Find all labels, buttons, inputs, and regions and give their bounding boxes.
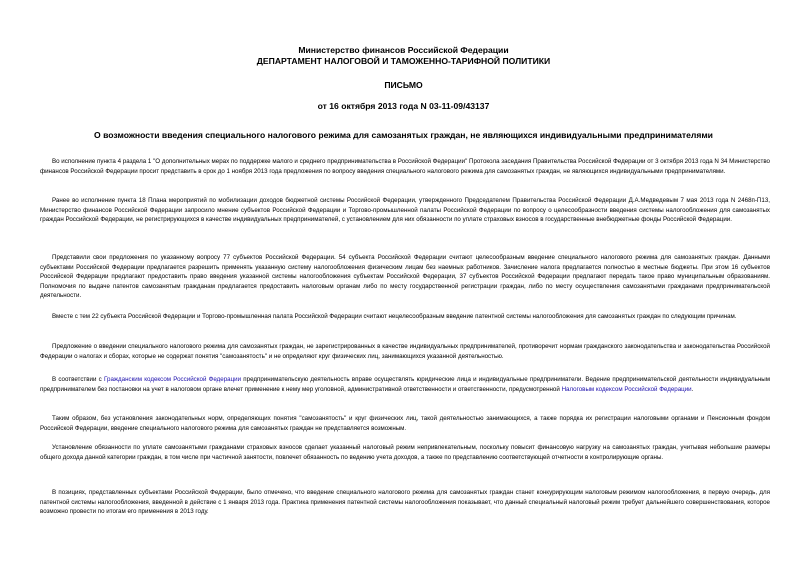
- paragraph-6-text-middle: предпринимательскую деятельность вправе осуществлять юридические лица и индивидуальные предприниматели. Ведение предпринимательской деятельности индивидуальным предпринимателем без постановки на учет в налоговом органе влечет применение к нему мер уголовной, административной ответственности и ответственности, предусмотренной: [40, 376, 771, 393]
- paragraph-1: Во исполнение пункта 4 раздела 1 "О дополнительных мерах по поддержке малого и среднего предпринимательства в Российской Федерации" Протокола заседания Правительства Российской Федерации от 3 октября 2013 года N 34 Министерство финансов Российской Федерации просит представить в срок до 1 ноября 2013 года предложения по вопросу введения специального налогового режима для самозанятых граждан, не являющихся индивидуальными предпринимателями.: [40, 158, 770, 175]
- paragraph-6-text-start: В соответствии с: [52, 376, 105, 383]
- paragraph-6: [40, 375, 770, 394]
- paragraph-8: Установление обязанности по уплате самозанятыми гражданами страховых взносов сделает указанный налоговый режим непривлекательным, поскольку повысит финансовую нагрузку на самозанятых граждан, учитывая небольшие размеры общего дохода данной категории граждан, в том числе при частичной занятости, повлечет обязанность по ведению учета доходов, а также по представлению соответствующей отчетности в контролирующие органы.: [40, 444, 770, 461]
- department-heading: ДЕПАРТАМЕНТ НАЛОГОВОЙ И ТАМОЖЕННО-ТАРИФНОЙ ПОЛИТИКИ: [256, 56, 551, 66]
- document-date-number: от 16 октября 2013 года N 03-11-09/43137: [317, 101, 490, 111]
- paragraph-5: Предложение о введении специального налогового режима для самозанятых граждан, не зарегистрированных в качестве индивидуальных предпринимателей, противоречит нормам гражданского законодательства и законодательства Российской Федерации о налогах и сборах, которые не содержат понятия "самозанятость" и не определяют круг физических лиц, занимающихся указанной деятельностью.: [40, 343, 770, 360]
- civil-code-link[interactable]: Гражданским кодексом Российской Федерации: [104, 376, 242, 383]
- paragraph-9: В позициях, представленных субъектами Российской Федерации, было отмечено, что введение специального налогового режима для самозанятых граждан станет конкурирующим налоговым режимом налогообложения, в первую очередь, для патентной системы налогообложения, введенной в действие с 1 января 2013 года. Практика применения патентной системы налогообложения показывает, что данный специальный налоговый режим требует дальнейшего совершенствования, которое возможно провести по итогам его применения в 2013 году.: [40, 489, 770, 516]
- document-type-heading: ПИСЬМО: [384, 80, 423, 90]
- paragraph-2: Ранее во исполнение пункта 18 Плана мероприятий по мобилизации доходов бюджетной системы Российской Федерации, утвержденного Председателем Правительства Российской Федерации Д.А.Медведевым 7 мая 2013 года N 2468п-П13, Министерство финансов Российской Федерации запросило мнение субъектов Российской Федерации и Торгово-промышленной палаты Российской Федерации по вопросу о целесообразности введения системы налогообложения для самозанятых граждан Российской Федерации, не регистрирующихся в качестве индивидуальных предпринимателей, с установлением для них обязанности по уплате страховых взносов в государственные внебюджетные фонды Российской Федерации.: [40, 197, 770, 224]
- paragraph-4: Вместе с тем 22 субъекта Российской Федерации и Торгово-промышленная палата Российской Федерации считают нецелесообразным введение патентной системы налогообложения для самозанятых граждан по следующим причинам.: [52, 313, 737, 320]
- paragraph-3: Представили свои предложения по указанному вопросу 77 субъектов Российской Федерации. 54 субъекта Российской Федерации считают целесообразным введение специального налогового режима для самозанятых граждан. Данными субъектами Российской Федерации предлагается разрешить применять указанную систему налогообложения физическим лицам без наемных работников. Зачисление налога предлагается полностью в местные бюджеты. При этом 16 субъектов Российской Федерации предлагают предоставить право введения указанной системы налогообложения субъектам Российской Федерации, 37 субъектов Российской Федерации предлагают передать такое право муниципальным образованиям. Полномочия по выдаче патентов самозанятым гражданам предлагается предоставить налоговым органам либо по месту государственной регистрации граждан, либо по месту осуществления самозанятыми гражданами предпринимательской деятельности.: [40, 254, 770, 300]
- ministry-heading: Министерство финансов Российской Федерации: [298, 45, 509, 55]
- tax-code-link[interactable]: Налоговым кодексом Российской Федерации: [561, 385, 692, 393]
- paragraph-7: Таким образом, без установления законодательных норм, определяющих понятия "самозанятость" и круг физических лиц, такой деятельностью занимающихся, а также порядка их регистрации налоговыми органами и Пенсионным фондом Российской Федерации, введение специального налогового режима для самозанятых граждан не представляется возможным.: [40, 415, 770, 432]
- paragraph-6-text-end: .: [691, 385, 694, 393]
- document-subject: О возможности введения специального налогового режима для самозанятых граждан, не являющихся индивидуальными предпринимателями: [94, 130, 713, 140]
